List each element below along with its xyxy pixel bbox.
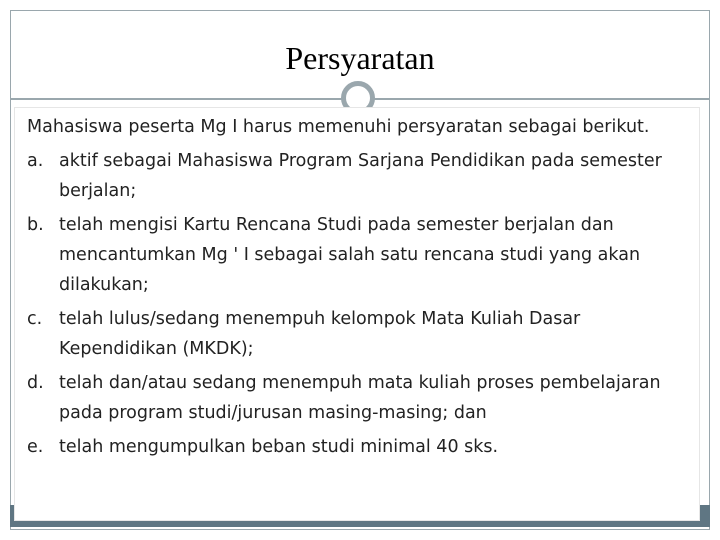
list-marker: d. (27, 373, 44, 393)
list-marker: b. (27, 215, 44, 235)
list-marker: e. (27, 437, 44, 457)
list-marker: c. (27, 309, 43, 329)
list-item (27, 304, 687, 364)
list-item-text: telah dan/atau sedang menempuh mata kuliah proses pembelajaran pada program studi/jurusan masing-masing; dan (59, 373, 661, 423)
list-item (27, 210, 687, 300)
list-item-text: telah mengisi Kartu Rencana Studi pada semester berjalan dan mencantumkan Mg ' I sebagai salah satu rencana studi yang akan dilakukan; (59, 215, 641, 295)
slide-title: Persyaratan (285, 40, 435, 76)
list-item-text: aktif sebagai Mahasiswa Program Sarjana Pendidikan pada semester berjalan; (59, 151, 662, 201)
intro-text: Mahasiswa peserta Mg I harus memenuhi persyaratan sebagai berikut. (27, 117, 650, 137)
requirements-image-content (15, 108, 699, 520)
requirements-list (27, 146, 687, 462)
list-item-text: telah mengumpulkan beban studi minimal 40 sks. (59, 437, 499, 457)
list-item-text: telah lulus/sedang menempuh kelompok Mata Kuliah Dasar Kependidikan (MKDK); (59, 309, 581, 359)
list-item (27, 432, 687, 462)
list-item (27, 146, 687, 206)
list-item (27, 368, 687, 428)
list-marker: a. (27, 151, 44, 171)
